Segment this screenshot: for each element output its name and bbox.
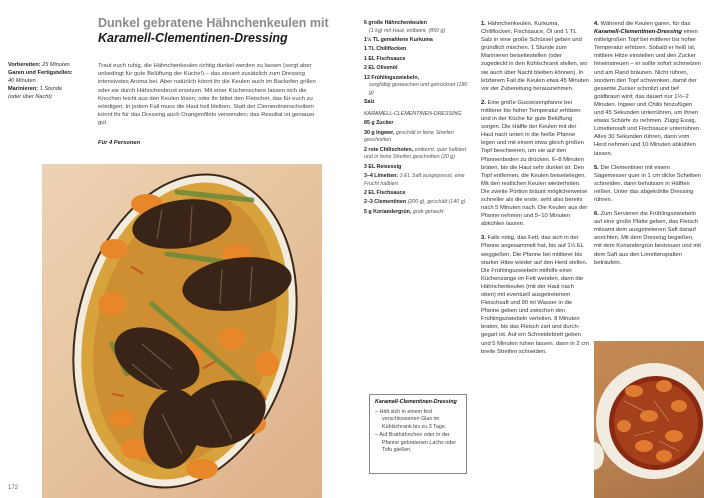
tip-item: – Auf Brathähnchen oder in der Pfanne gebratenen Lachs oder Tofu gießen. — [375, 431, 457, 454]
ingredient-item: 3–4 Limetten: 3 EL Saft ausgepresst, eine Frucht halbiert — [364, 173, 465, 187]
ingredient-item: 1 TL Chiliflocken — [364, 46, 407, 53]
ingredient-item: 3 EL Reisessig — [364, 163, 402, 170]
ingredient-item: 2–3 Clementinen (200 g), geschält (140 g) — [364, 199, 466, 206]
ingredient-item: 6 große Hähnchenkeulen (1 kg) mit Haut, entbeint, (850 g) — [364, 20, 446, 34]
dressing-bowl-photo — [594, 341, 704, 498]
steps-column-1 — [481, 20, 589, 362]
prep-label: Vorbereiten: — [8, 62, 41, 68]
ingredient-item: 1 EL Fischsauce — [364, 55, 406, 62]
ingredient-item: 2 rote Chilischoten, entkernt, quer halbiert und in feine Streifen geschnitten (20 g) — [364, 146, 467, 161]
ingredient-item: 5 g Koriandergrün, grob gehackt — [364, 208, 444, 215]
marinate-note: (oder über Nacht) — [8, 93, 52, 100]
dressing-bowl-image — [594, 341, 704, 498]
marinate-value: 1 Stunde — [39, 85, 63, 92]
ingredient-item: 85 g Zucker — [364, 120, 394, 127]
chicken-platter-image — [42, 164, 322, 498]
recipe-title — [98, 16, 358, 46]
tip-list — [375, 409, 461, 455]
ingredient-item: 2 EL Fischsauce — [364, 190, 406, 197]
ingredient-item: 2 EL Olivenöl — [364, 65, 398, 72]
main-dish-photo — [42, 164, 322, 498]
step-4: 4. Während die Keulen garen, für das Karamell-Clementinen-Dressing einen mittelgroßen Topf bei mittlerer bis hoher Temperatur erhitzen. Sobald er heiß ist, mittlere Hitze einstellen und den Zucker hineinstreuen – er sollte sofort schmelzen und am Rand bräunen. Nicht rühren, sondern den Topf schwenken, damit der gesamte Zucker schmilzt und tief goldbraun wird; das dauert nur 1½–2 Minuten. Ingwer und Chilis hinzufügen und 45 Sekunden unterrühren, um ihnen etwas Schärfe zu nehmen. Zügig Essig, Limettensaft und Fischsauce unterrühren. Alles 30 Sekunden rühren, dann vom Herd nehmen und 10 Minuten abkühlen lassen. — [594, 21, 701, 157]
cook-value: 40 Minuten — [8, 77, 36, 84]
tip-item: – Hält sich in einem fest verschlossenen Glas im Kühlschrank bis zu 3 Tage. — [375, 408, 447, 431]
steps-column-2 — [594, 20, 702, 273]
tip-heading: Karamell-Clementinen-Dressing — [375, 399, 457, 405]
cook-label: Garen und Fertigstellen: — [8, 69, 73, 76]
tip-box — [369, 394, 467, 474]
step-5: 5. Die Clementinen mit einem Sägemesser quer in 1 cm dicke Scheiben schneiden, dann behutsam in Hälften reißen. Unter das abgekühlte Dressing rühren. — [594, 164, 701, 203]
page-number: 172 — [8, 485, 19, 491]
recipe-title-line2: Karamell-Clementinen-Dressing — [98, 31, 288, 45]
ingredients-list — [364, 20, 472, 218]
dressing-subheading: KARAMELL-CLEMENTINEN-DRESSING — [364, 110, 462, 117]
ingredient-item: 12 Frühlingszwiebeln, sorgfältig gewaschen und getrocknet (180 g) — [364, 74, 468, 96]
recipe-intro: Traut euch ruhig, die Hähnchenkeulen richtig dunkel werden zu lassen (sorgt aber unbedingt für gute Belüftung der Küche!) – das steuert zusätzlich zum Dressing intensivstes Aroma bei. Aber natürlich könnt ihr die Keulen auch im Backofen grillen oder sie durch Hähnchenbrust ersetzen. Mit einer Küchenschere lassen sich die Knochen leicht aus den Keulen lösen; oder ihr bittet den Fleischer, das für euch zu erledigen. In jedem Fall muss die Haut heil bleiben. Statt der Clementinenscheiben könnt ihr für das Dressing auch Orangenfilets verwenden; das Resultat ist genauso gut. — [98, 63, 316, 127]
step-2: 2. Eine große Gusseisenpfanne bei mittlerer bis hoher Temperatur erhitzen und in der Küche für gute Belüftung sorgen. Die Hälfte der Keulen mit der Haut nach unten in die heiße Pfanne legen und mit einem etwa gleich großen Topf beschweren, um sie auf den Pfannenboden zu drücken. 6–8 Minuten braten, bis die Haut sehr dunkel ist. Den Topf entfernen, die Keulen beiseitelegen. Mit den restlichen Keulen wiederholen. Die zweite Portion bräunt möglicherweise schneller als die erste, seht also bereits nach 5 Minuten nach. Die Keulen aus der Pfanne nehmen und 5–10 Minuten abkühlen lassen. — [481, 99, 588, 228]
step-6: 6. Zum Servieren die Frühlingszwiebeln auf eine große Platte geben, das Fleisch mitsamt dem ausgetretenen Saft darauf anrichten. Mit dem Dressing begießen, mit dem Koriandergrün bestreuen und mit dem Saft aus den Limettenspalten beträufeln. — [594, 211, 701, 266]
ingredient-item: 1½ TL gemahlene Kurkuma — [364, 36, 433, 43]
marinate-label: Marinieren: — [8, 85, 39, 92]
recipe-meta — [8, 62, 90, 102]
recipe-title-line1: Dunkel gebratene Hähnchenkeulen mit — [98, 16, 329, 30]
ingredient-item: 30 g Ingwer, geschält in feine Streifen geschnitten — [364, 129, 454, 144]
servings: Für 4 Personen — [98, 140, 141, 146]
prep-value: 25 Minuten — [42, 62, 70, 68]
step-3: 3. Falls nötig, das Fett, das sich in der Pfanne angesammelt hat, bis auf 1½ EL weggießen. Die Pfanne bei mittlerer bis starker Hitze wieder auf den Herd stellen. Die Frühlingszwiebeln mithilfe einer Küchenzange im Fett wenden, dann die Hähnchenkeulen (mit der Haut nach oben) mit eventuell ausgetretenem Fleischsaft und 90 ml Wasser in die Pfanne geben und zwischen den Frühlingszwiebeln verteilen. 8 Minuten braten, bis das Fleisch zart und durchgegart ist. Auf ein Schneidebrett geben und 5 Minuten ruhen lassen, dann in 2 cm breite Streifen schneiden. — [481, 235, 589, 355]
step-1: 1. Hähnchenkeulen, Kurkuma, Chiliflocken, Fischsauce, Öl und 1 TL Salz in eine große Schüssel geben und gründlich mischen. 1 Stunde zum Marinieren beiseitestellen (oder zugedeckt in den Kühlschrank stellen, wo sie auch über Nacht bleiben können). In letzterem Fall die Keulen etwa 45 Minuten vor der Zubereitung herausnehmen. — [481, 21, 589, 92]
ingredient-item: Salz — [364, 99, 375, 106]
